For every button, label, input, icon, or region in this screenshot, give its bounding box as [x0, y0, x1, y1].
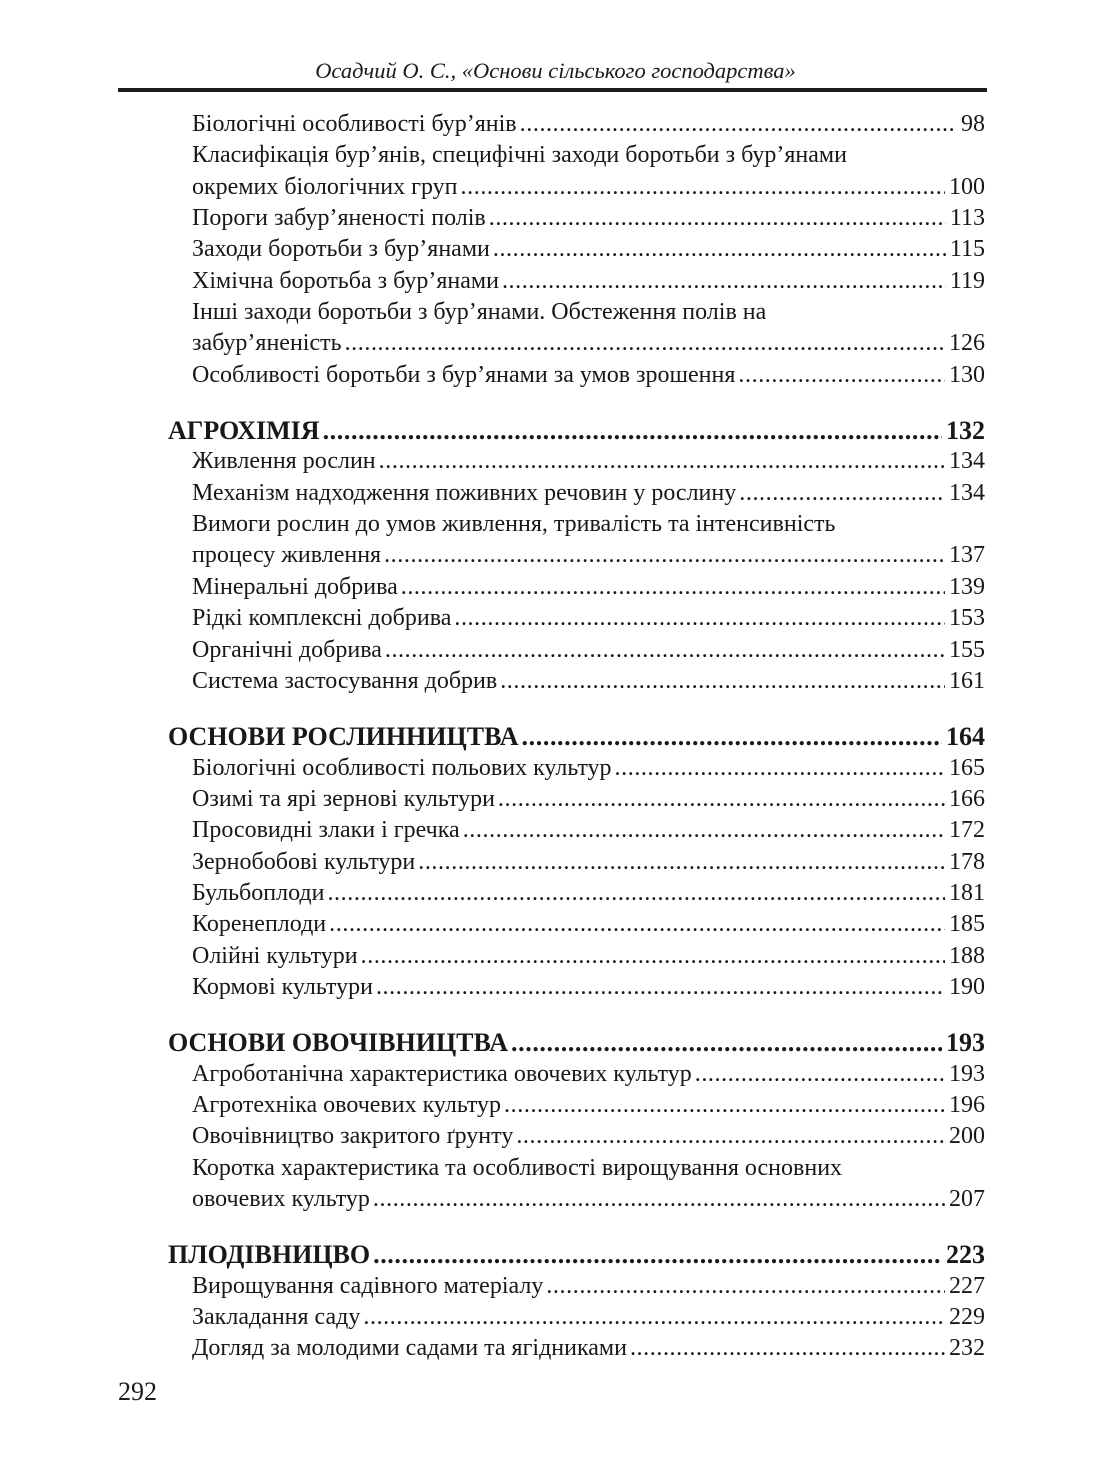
toc-entry-wrap-line [168, 509, 985, 540]
toc-entry [168, 140, 985, 203]
toc-entry-line [168, 1271, 985, 1302]
toc-entry-line [168, 540, 985, 571]
toc-entry [168, 1090, 985, 1121]
dot-leader-icon [345, 328, 945, 359]
toc-entry-line [168, 109, 985, 140]
toc-heading-page: 223 [946, 1240, 985, 1270]
dot-leader-icon [695, 1059, 945, 1090]
toc-entry-label: Рідкі комплексні добрива [192, 605, 452, 632]
dot-leader-icon [384, 540, 945, 571]
toc-entry-line [168, 172, 985, 203]
toc-section [168, 1239, 985, 1364]
toc-section-heading [168, 1239, 985, 1270]
toc-entry-label: Система застосування добрив [192, 667, 498, 694]
dot-leader-icon [361, 941, 945, 972]
toc-entry [168, 784, 985, 815]
dot-leader-icon [516, 1121, 945, 1152]
toc-entry-label: Біологічні особливості польових культур [192, 754, 612, 781]
dot-leader-icon [489, 203, 946, 234]
dot-leader-icon [520, 109, 957, 140]
toc-entry-page: 188 [949, 942, 985, 969]
toc-entry-label: процесу живлення [192, 542, 382, 569]
page-number: 292 [118, 1377, 157, 1406]
toc-entry [168, 815, 985, 846]
toc-entry [168, 509, 985, 572]
toc-entry-page: 161 [949, 667, 985, 694]
toc-entry-line [168, 478, 985, 509]
toc-entry [168, 909, 985, 940]
dot-leader-icon [379, 446, 945, 477]
toc-entry-page: 181 [949, 879, 985, 906]
toc-entry-label: Мінеральні добрива [192, 573, 398, 600]
toc-entry [168, 1302, 985, 1333]
dot-leader-icon [418, 847, 945, 878]
toc-entry-page: 153 [949, 605, 985, 632]
toc-entry-label: Біологічні особливості бур’янів [192, 111, 517, 137]
toc-entry-page: 134 [949, 479, 985, 506]
toc-entry [168, 941, 985, 972]
toc-entry [168, 234, 985, 265]
toc-entry-label: Механізм надходження поживних речовин у рослину [192, 479, 737, 506]
toc-entry-label: забур’яненість [192, 330, 342, 357]
toc-entry-page: 178 [949, 848, 985, 875]
toc-entry-label: Вимоги рослин до умов живлення, тривалість та інтенсивність [192, 511, 836, 538]
toc-entry-page: 166 [949, 785, 985, 812]
toc-entry-line [168, 909, 985, 940]
toc-entry-label: Інші заходи боротьби з бур’янами. Обстеження полів на [192, 299, 767, 326]
toc-entry [168, 847, 985, 878]
toc-entry-line [168, 815, 985, 846]
toc-entry-label: Олійні культури [192, 942, 358, 969]
toc-entry-line [168, 1059, 985, 1090]
dot-leader-icon [738, 360, 945, 391]
dot-leader-icon [502, 266, 946, 297]
toc-entry [168, 109, 985, 140]
toc-entry-label: Закладання саду [192, 1304, 361, 1331]
toc-heading-page: 132 [946, 416, 985, 446]
toc-entry-page: 172 [949, 817, 985, 844]
toc-entry-label: Зернобобові культури [192, 848, 416, 875]
toc-entry-page: 229 [949, 1304, 985, 1331]
toc-entry-label: Озимі та ярі зернові культури [192, 785, 495, 812]
toc-entry-line [168, 1302, 985, 1333]
toc-entry-page: 200 [949, 1123, 985, 1150]
toc-entry-page: 193 [949, 1060, 985, 1087]
running-header [0, 0, 1111, 85]
dot-leader-icon [500, 666, 945, 697]
toc-entry-page: 130 [949, 361, 985, 388]
dot-leader-icon [546, 1271, 945, 1302]
toc-entry-line [168, 972, 985, 1003]
toc-entry-line [168, 1184, 985, 1215]
toc-heading-label: ОСНОВИ РОСЛИННИЦТВА [168, 722, 519, 752]
toc-entry-line [168, 635, 985, 666]
toc-entry-line [168, 753, 985, 784]
toc-entry-line [168, 784, 985, 815]
toc-entry [168, 603, 985, 634]
toc-entry-page: 134 [949, 448, 985, 475]
toc-entry-line [168, 572, 985, 603]
dot-leader-icon [739, 478, 945, 509]
toc-entry [168, 203, 985, 234]
toc-entry [168, 360, 985, 391]
toc-entry [168, 1271, 985, 1302]
toc-entry [168, 1121, 985, 1152]
toc-entry-page: 119 [949, 267, 985, 294]
toc-heading-page: 193 [946, 1028, 985, 1058]
toc-entry [168, 666, 985, 697]
dot-leader-icon [630, 1333, 945, 1364]
toc-entry [168, 572, 985, 603]
toc-entry-label: Коренеплоди [192, 911, 327, 938]
toc-entry-label: Агроботанічна характеристика овочевих культур [192, 1060, 692, 1087]
toc-entry [168, 1333, 985, 1364]
toc-entry-page: 137 [949, 542, 985, 569]
toc-entry [168, 972, 985, 1003]
toc-heading-label: АГРОХІМІЯ [168, 416, 320, 446]
dot-leader-icon [376, 972, 945, 1003]
toc-section-heading [168, 721, 985, 752]
toc-entry-label: Класифікація бур’янів, специфічні заходи боротьби з бур’янами [192, 142, 847, 169]
toc-entry-line [168, 328, 985, 359]
toc-entry-page: 155 [949, 636, 985, 663]
toc-entry-wrap-line [168, 297, 985, 328]
toc-entry-line [168, 941, 985, 972]
toc-section [168, 721, 985, 1003]
toc-entry [168, 266, 985, 297]
toc-entry-line [168, 266, 985, 297]
toc-entry-label: Живлення рослин [192, 448, 376, 475]
table-of-contents [168, 109, 985, 1365]
toc-entry-label: Догляд за молодими садами та ягідниками [192, 1335, 627, 1362]
dot-leader-icon [504, 1090, 945, 1121]
toc-entry-label: Пороги забур’яненості полів [192, 205, 486, 232]
toc-heading-label: ПЛОДІВНИЦВО [168, 1240, 371, 1270]
toc-entry-page: 98 [961, 111, 985, 137]
dot-leader-icon [373, 1184, 945, 1215]
toc-entry-label: овочевих культур [192, 1186, 370, 1212]
toc-entry-page: 113 [949, 205, 985, 232]
dot-leader-icon [615, 753, 945, 784]
toc-entry [168, 1153, 985, 1216]
toc-entry-label: Особливості боротьби з бур’янами за умов зрошення [192, 361, 736, 388]
dot-leader-icon [327, 878, 945, 909]
toc-entry-page: 190 [949, 973, 985, 1000]
dot-leader-icon [454, 603, 945, 634]
toc-entry-label: Заходи боротьби з бур’янами [192, 236, 490, 263]
dot-leader-icon [363, 1302, 945, 1333]
toc-entry-page: 115 [949, 236, 985, 263]
toc-section [168, 109, 985, 391]
toc-entry-page: 207 [949, 1186, 985, 1212]
dot-leader-icon [385, 635, 945, 666]
toc-entry-page: 126 [949, 330, 985, 357]
dot-leader-icon [401, 572, 945, 603]
toc-entry-line [168, 446, 985, 477]
toc-entry-label: Хімічна боротьба з бур’янами [192, 267, 499, 294]
toc-entry-label: Коротка характеристика та особливості вирощування основних [192, 1154, 843, 1181]
dot-leader-icon [323, 415, 942, 446]
toc-entry-label: Кормові культури [192, 973, 373, 1000]
dot-leader-icon [498, 784, 945, 815]
toc-entry-line [168, 203, 985, 234]
toc-entry-label: Овочівництво закритого ґрунту [192, 1123, 514, 1150]
toc-entry-label: Просовидні злаки і гречка [192, 817, 460, 844]
toc-entry-page: 165 [949, 754, 985, 781]
toc-entry-page: 227 [949, 1272, 985, 1299]
toc-entry-page: 139 [949, 573, 985, 600]
toc-entry [168, 1059, 985, 1090]
toc-entry-line [168, 603, 985, 634]
toc-entry [168, 478, 985, 509]
toc-heading-page: 164 [946, 722, 985, 752]
toc-entry-line [168, 1121, 985, 1152]
dot-leader-icon [461, 172, 945, 203]
toc-entry [168, 297, 985, 360]
toc-entry-line [168, 234, 985, 265]
toc-section-heading [168, 1027, 985, 1058]
toc-entry-line [168, 1333, 985, 1364]
toc-section [168, 1027, 985, 1215]
toc-section-heading [168, 415, 985, 446]
dot-leader-icon [511, 1027, 942, 1058]
dot-leader-icon [463, 815, 945, 846]
toc-entry-page: 196 [949, 1091, 985, 1118]
dot-leader-icon [329, 909, 945, 940]
toc-entry-label: Органічні добрива [192, 636, 382, 663]
header-rule [118, 88, 987, 92]
toc-entry [168, 878, 985, 909]
toc-entry-page: 100 [949, 173, 985, 200]
toc-entry-wrap-line [168, 140, 985, 171]
toc-entry [168, 446, 985, 477]
dot-leader-icon [522, 721, 942, 752]
running-header-text: Осадчий О. С., «Основи сільського господарства» [315, 58, 796, 83]
toc-entry-label: Вирощування садівного матеріалу [192, 1272, 544, 1299]
toc-entry-label: окремих біологічних груп [192, 173, 458, 200]
toc-entry-line [168, 1090, 985, 1121]
toc-entry [168, 635, 985, 666]
toc-entry-line [168, 847, 985, 878]
toc-entry [168, 753, 985, 784]
toc-entry-line [168, 666, 985, 697]
toc-entry-label: Агротехніка овочевих культур [192, 1091, 502, 1118]
toc-entry-page: 185 [949, 911, 985, 938]
toc-section [168, 415, 985, 697]
toc-entry-wrap-line [168, 1153, 985, 1184]
toc-entry-line [168, 360, 985, 391]
toc-heading-label: ОСНОВИ ОВОЧІВНИЦТВА [168, 1028, 509, 1058]
toc-entry-label: Бульбоплоди [192, 879, 325, 906]
dot-leader-icon [373, 1239, 942, 1270]
toc-entry-line [168, 878, 985, 909]
toc-entry-page: 232 [949, 1335, 985, 1362]
dot-leader-icon [493, 234, 946, 265]
